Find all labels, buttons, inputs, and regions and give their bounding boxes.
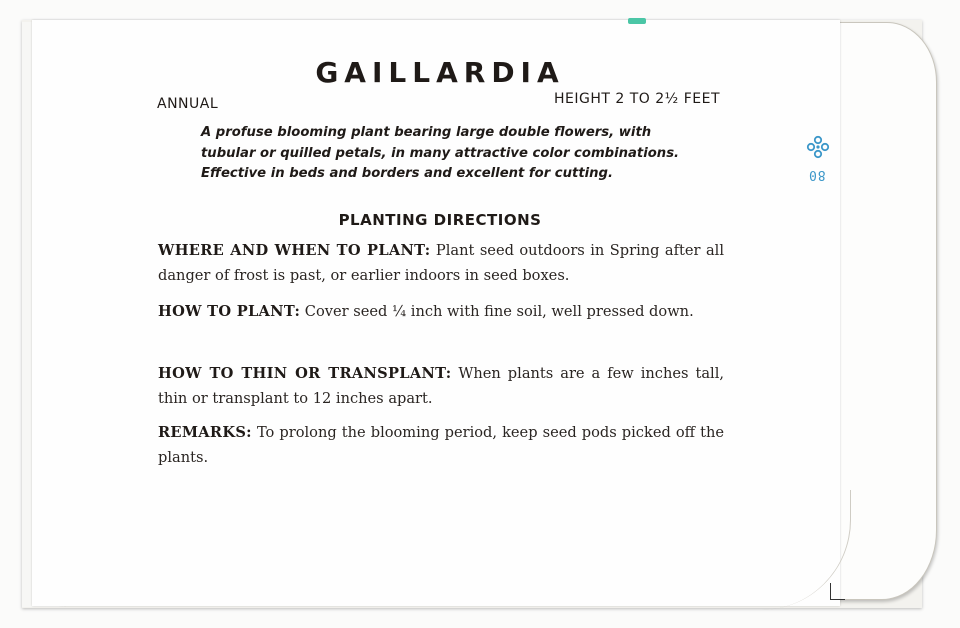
teal-tab-mark [628, 18, 646, 24]
plant-description: A profuse blooming plant bearing large double flowers, with tubular or quilled petals, in many attractive color combinations. Effective in beds and borders and excellent for cutting. [201, 125, 680, 181]
printer-code: 80 [808, 167, 826, 182]
direction-where-when [158, 238, 724, 288]
direction-label: REMARKS: [158, 424, 252, 441]
direction-how-to-plant [158, 299, 724, 324]
direction-text: To prolong the blooming period, keep seed pods picked off the plants. [158, 424, 724, 466]
printer-mark [806, 135, 832, 195]
direction-text: Plant seed outdoors in Spring after all danger of frost is past, or earlier indoors in seed boxes. [158, 242, 724, 284]
direction-label: HOW TO THIN OR TRANSPLANT: [158, 365, 452, 382]
plant-type-label: ANNUAL [157, 96, 219, 112]
plant-height-label: HEIGHT 2 TO 2½ FEET [554, 91, 720, 107]
registration-icon [806, 135, 830, 161]
plant-title: GAILLARDIA [315, 56, 565, 89]
direction-label: HOW TO PLANT: [158, 303, 301, 320]
direction-remarks [158, 420, 724, 470]
corner-crop-mark [830, 583, 845, 600]
direction-thin-transplant [158, 361, 724, 411]
planting-directions-heading: PLANTING DIRECTIONS [338, 211, 542, 229]
direction-text: Cover seed ¼ inch with fine soil, well pressed down. [300, 303, 694, 320]
direction-text: When plants are a few inches tall, thin or transplant to 12 inches apart. [158, 365, 725, 407]
direction-label: WHERE AND WHEN TO PLANT: [158, 242, 431, 259]
